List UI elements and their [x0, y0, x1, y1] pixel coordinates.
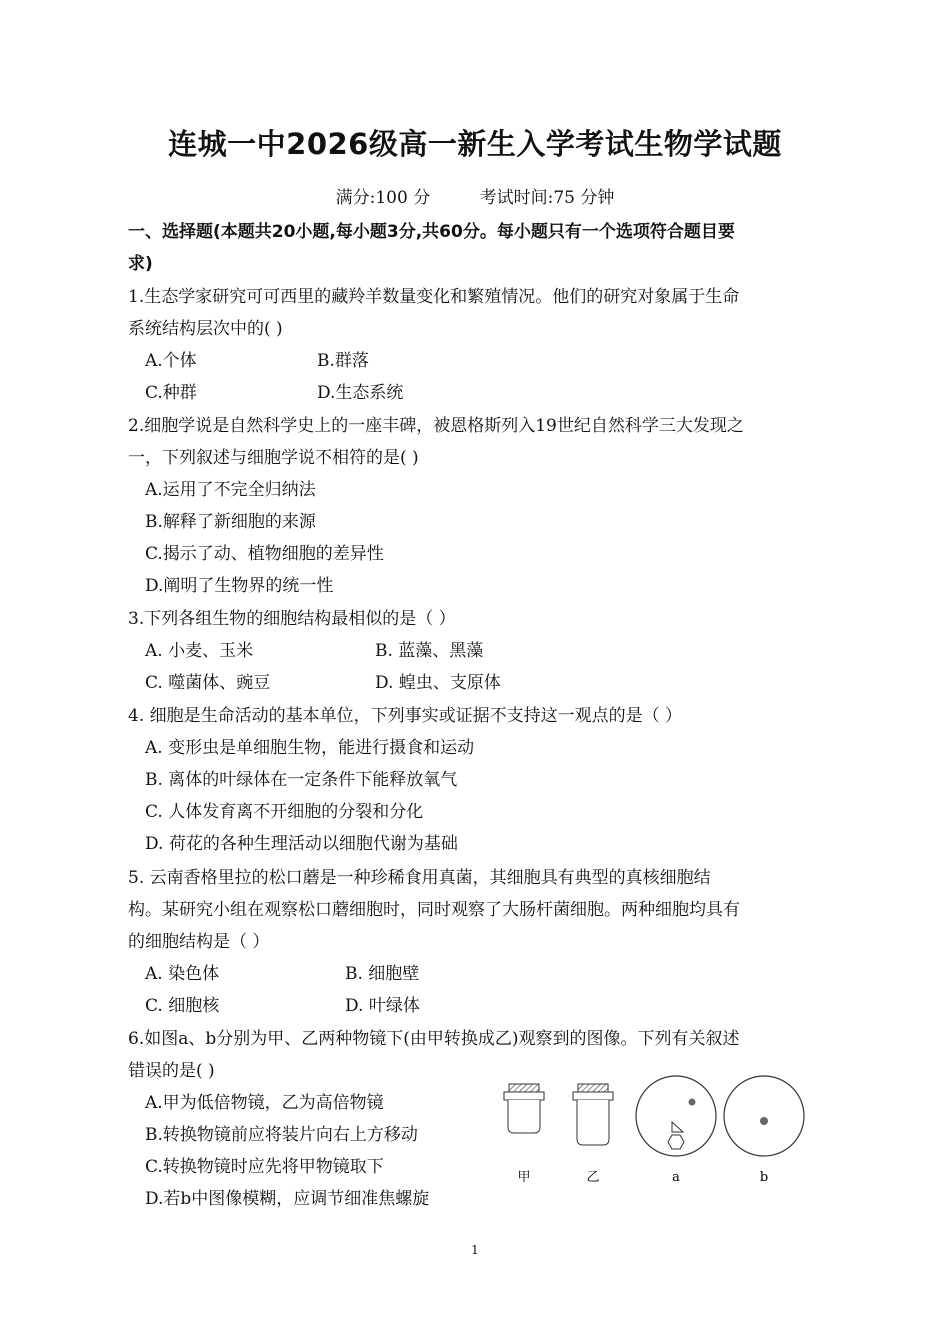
question-5-text-cont: 构。某研究小组在观察松口蘑细胞时，同时观察了大肠杆菌细胞。两种细胞均具有	[128, 900, 740, 920]
question-4-option-d: D. 荷花的各种生理活动以细胞代谢为基础	[145, 834, 458, 854]
section-heading: 一、选择题(本题共20小题,每小题3分,共60分。每小题只有一个选项符合题目要	[128, 222, 735, 242]
question-1-option-c: C.种群	[145, 383, 197, 403]
question-4-option-c: C. 人体发育离不开细胞的分裂和分化	[145, 802, 424, 822]
question-2-option-d: D.阐明了生物界的统一性	[145, 576, 334, 596]
question-2-text-cont: 一，下列叙述与细胞学说不相符的是( )	[128, 448, 419, 468]
question-5-text: 5. 云南香格里拉的松口蘑是一种珍稀食用真菌，其细胞具有典型的真核细胞结	[128, 868, 711, 888]
question-1-text-cont: 系统结构层次中的( )	[128, 319, 283, 339]
question-2-option-a: A.运用了不完全归纳法	[145, 480, 316, 500]
question-4-text: 4. 细胞是生命活动的基本单位，下列事实或证据不支持这一观点的是（ ）	[128, 706, 683, 726]
question-2-option-b: B.解释了新细胞的来源	[145, 512, 316, 532]
question-4-option-a: A. 变形虫是单细胞生物，能进行摄食和运动	[145, 738, 475, 758]
question-6-text: 6.如图a、b分别为甲、乙两种物镜下(由甲转换成乙)观察到的图像。下列有关叙述	[128, 1029, 740, 1049]
page-title: 连城一中2026级高一新生入学考试生物学试题	[168, 127, 782, 161]
question-3-option-b: B. 蓝藻、黑藻	[375, 641, 484, 661]
question-5-option-d: D. 叶绿体	[345, 996, 420, 1016]
question-3-option-a: A. 小麦、玉米	[145, 641, 254, 661]
question-6-option-a: A.甲为低倍物镜，乙为高倍物镜	[145, 1093, 384, 1113]
view-b-icon	[724, 1076, 804, 1156]
full-score: 满分:100 分	[335, 188, 431, 208]
label-jia: 甲	[517, 1170, 531, 1185]
question-6-option-d: D.若b中图像模糊，应调节细准焦螺旋	[145, 1189, 430, 1209]
exam-time: 考试时间:75 分钟	[479, 188, 615, 208]
question-6-text-cont: 错误的是( )	[128, 1061, 215, 1081]
question-6-option-b: B.转换物镜前应将装片向右上方移动	[145, 1125, 418, 1145]
question-3-option-c: C. 噬菌体、豌豆	[145, 673, 271, 693]
question-1-option-a: A.个体	[145, 351, 197, 371]
microscope-figure	[496, 1075, 816, 1190]
question-1-option-d: D.生态系统	[317, 383, 404, 403]
label-yi: 乙	[586, 1170, 600, 1185]
view-a-icon	[636, 1076, 716, 1156]
question-5-option-b: B. 细胞壁	[345, 964, 420, 984]
question-3-option-d: D. 蝗虫、支原体	[375, 673, 501, 693]
question-1-option-b: B.群落	[317, 351, 369, 371]
objective-yi-icon	[573, 1084, 613, 1145]
question-2-option-c: C.揭示了动、植物细胞的差异性	[145, 544, 384, 564]
question-4-option-b: B. 离体的叶绿体在一定条件下能释放氧气	[145, 770, 458, 790]
label-b: b	[759, 1170, 769, 1185]
exam-meta	[0, 183, 950, 208]
question-5-option-c: C. 细胞核	[145, 996, 220, 1016]
question-3-text: 3.下列各组生物的细胞结构最相似的是（ ）	[128, 609, 456, 629]
section-heading-cont: 求)	[128, 254, 153, 274]
label-a: a	[672, 1170, 680, 1185]
objective-jia-icon	[504, 1084, 544, 1133]
question-1-text: 1.生态学家研究可可西里的藏羚羊数量变化和繁殖情况。他们的研究对象属于生命	[128, 287, 740, 307]
question-5-option-a: A. 染色体	[145, 964, 220, 984]
question-5-text-cont2: 的细胞结构是（ ）	[128, 932, 270, 952]
question-2-text: 2.细胞学说是自然科学史上的一座丰碑，被恩格斯列入19世纪自然科学三大发现之	[128, 416, 744, 436]
question-6-option-c: C.转换物镜时应先将甲物镜取下	[145, 1157, 384, 1177]
page-number: 1	[471, 1243, 479, 1257]
